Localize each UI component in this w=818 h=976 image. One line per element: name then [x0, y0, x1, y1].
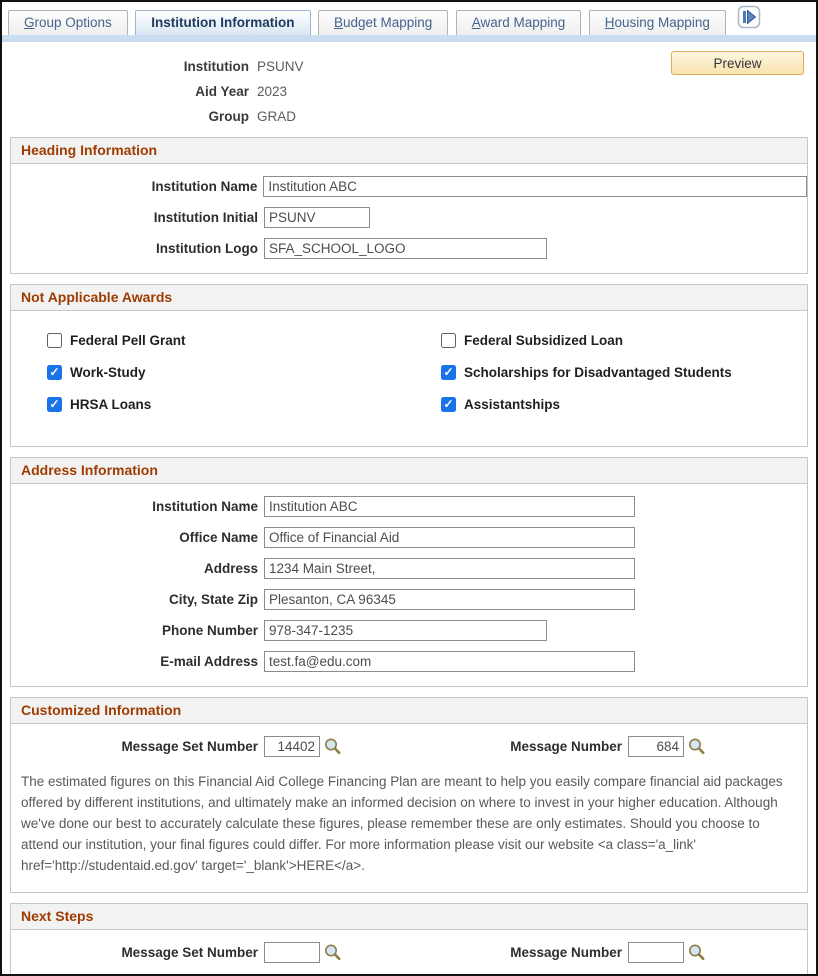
phone-number-label: Phone Number	[161, 623, 258, 638]
institution-label: Institution	[183, 59, 249, 74]
aid-year-label: Aid Year	[195, 84, 249, 99]
page-key-info	[2, 42, 816, 137]
institution-value: PSUNV	[257, 59, 304, 74]
checkbox-item-work-study	[47, 364, 441, 380]
tab-housing-mapping[interactable]: Housing Mapping	[589, 10, 726, 35]
scholarships-disadvantaged-checkbox[interactable]	[441, 365, 456, 380]
checkbox-item-assistantships	[441, 396, 807, 412]
next-steps-section	[10, 903, 808, 976]
city-state-zip-label: City, State Zip	[168, 592, 258, 607]
address-information-section	[10, 457, 808, 687]
federal-subsidized-loan-label: Federal Subsidized Loan	[464, 332, 624, 348]
heading-information-title: Heading Information	[11, 138, 807, 164]
customized-message-number-label: Message Number	[510, 739, 622, 754]
customized-message-set-number-label: Message Set Number	[121, 739, 258, 754]
email-address-label: E-mail Address	[160, 654, 258, 669]
not-applicable-awards-section	[10, 284, 808, 447]
email-address-input[interactable]	[264, 651, 635, 672]
heading-information-section	[10, 137, 808, 274]
hrsa-loans-label: HRSA Loans	[70, 396, 152, 412]
customized-message-text: The estimated figures on this Financial Aid College Financing Plan are meant to help you easily compare financial aid packages offered by different institutions, and ultimately make an informed decision on where to invest in your higher education. Although we've done our best to accurately calculate these figures, please remember these are only estimates. Should you choose to attend our institution, your final figures could differ. For more information please visit our website <a class='a_link' href='http://studentaid.ed.gov' target='_blank'>HERE</a>.	[21, 774, 783, 873]
tab-award-mapping[interactable]: Award Mapping	[456, 10, 582, 35]
checkbox-item-federal-pell-grant	[47, 332, 441, 348]
institution-initial-input[interactable]	[264, 207, 370, 228]
group-row	[2, 104, 816, 129]
institution-name-input[interactable]	[263, 176, 807, 197]
tab-budget-mapping[interactable]: Budget Mapping	[318, 10, 448, 35]
next-steps-message-number-lookup-magnifier-icon[interactable]	[687, 943, 706, 962]
city-state-zip-input[interactable]	[264, 589, 635, 610]
federal-subsidized-loan-checkbox[interactable]	[441, 333, 456, 348]
next-steps-message-set-number-input[interactable]	[264, 942, 320, 963]
tab-strip	[2, 35, 816, 42]
tab-institution-information[interactable]: Institution Information	[135, 10, 310, 35]
office-name-label: Office Name	[179, 530, 258, 545]
aid-year-row	[2, 79, 816, 104]
next-steps-title: Next Steps	[11, 904, 807, 930]
scholarships-disadvantaged-label: Scholarships for Disadvantaged Students	[464, 364, 732, 380]
address-input[interactable]	[264, 558, 635, 579]
aid-year-value: 2023	[257, 84, 288, 99]
institution-name-label: Institution Name	[151, 179, 258, 194]
assistantships-checkbox[interactable]	[441, 397, 456, 412]
tab-group-options[interactable]: Group Options	[8, 10, 128, 35]
institution-logo-input[interactable]	[264, 238, 547, 259]
phone-number-input[interactable]	[264, 620, 547, 641]
customized-message-set-lookup-magnifier-icon[interactable]	[323, 737, 342, 756]
office-name-input[interactable]	[264, 527, 635, 548]
customized-information-section	[10, 697, 808, 893]
federal-pell-grant-checkbox[interactable]	[47, 333, 62, 348]
next-steps-message-set-number-label: Message Set Number	[121, 945, 258, 960]
next-tabs-arrow-icon[interactable]	[737, 5, 761, 34]
customized-message-number-input[interactable]	[628, 736, 684, 757]
group-label: Group	[208, 109, 249, 124]
institution-initial-label: Institution Initial	[153, 210, 258, 225]
checkbox-item-scholarships-disadvantaged	[441, 364, 807, 380]
customized-information-title: Customized Information	[11, 698, 807, 724]
address-institution-name-label: Institution Name	[152, 499, 258, 514]
checkbox-item-federal-subsidized-loan	[441, 332, 807, 348]
tab-bar	[2, 2, 816, 35]
work-study-checkbox[interactable]	[47, 365, 62, 380]
hrsa-loans-checkbox[interactable]	[47, 397, 62, 412]
address-information-title: Address Information	[11, 458, 807, 484]
address-institution-name-input[interactable]	[264, 496, 635, 517]
customized-message-set-number-input[interactable]	[264, 736, 320, 757]
federal-pell-grant-label: Federal Pell Grant	[70, 332, 186, 348]
customized-message-number-lookup-magnifier-icon[interactable]	[687, 737, 706, 756]
group-value: GRAD	[257, 109, 297, 124]
next-steps-message-number-label: Message Number	[510, 945, 622, 960]
address-label: Address	[203, 561, 258, 576]
work-study-label: Work-Study	[70, 364, 146, 380]
next-steps-message-number-input[interactable]	[628, 942, 684, 963]
institution-logo-label: Institution Logo	[156, 241, 258, 256]
not-applicable-awards-title: Not Applicable Awards	[11, 285, 807, 311]
preview-button[interactable]: Preview	[671, 51, 804, 75]
next-steps-message-set-lookup-magnifier-icon[interactable]	[323, 943, 342, 962]
assistantships-label: Assistantships	[464, 396, 561, 412]
checkbox-item-hrsa-loans	[47, 396, 441, 412]
